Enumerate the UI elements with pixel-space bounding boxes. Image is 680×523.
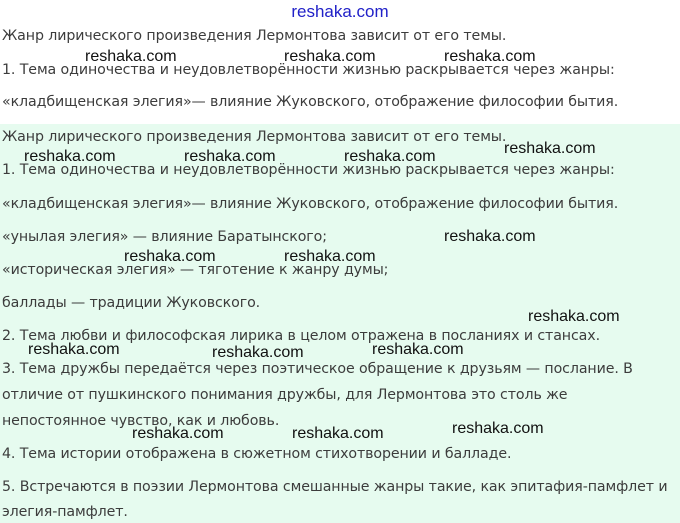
watermark: reshaka.com — [528, 308, 620, 325]
watermark: reshaka.com — [184, 148, 276, 165]
answer-line: отличие от пушкинского понимания дружбы, для Лермонтова это столь же — [2, 387, 568, 403]
watermark: reshaka.com — [124, 248, 216, 265]
question-line: 1. Тема одиночества и неудовлетворённости жизнью раскрывается через жанры: — [2, 62, 615, 78]
watermark: reshaka.com — [212, 344, 304, 361]
answer-line: баллады — традиции Жуковского. — [2, 295, 261, 311]
question-line: «кладбищенская элегия»— влияние Жуковского, отображение философии бытия. — [2, 94, 619, 110]
watermark: reshaka.com — [24, 148, 116, 165]
watermark: reshaka.com — [292, 425, 384, 442]
answer-line: «кладбищенская элегия»— влияние Жуковского, отображение философии бытия. — [2, 196, 619, 212]
answer-line: 2. Тема любви и философская лирика в целом отражена в посланиях и стансах. — [2, 328, 600, 344]
watermark: reshaka.com — [85, 48, 177, 65]
watermark: reshaka.com — [444, 228, 536, 245]
answer-line: 4. Тема истории отображена в сюжетном стихотворении и балладе. — [2, 446, 512, 462]
answer-line: непостоянное чувство, как и любовь. — [2, 413, 280, 429]
answer-line: элегия-памфлет. — [2, 504, 128, 520]
watermark: reshaka.com — [504, 140, 596, 157]
watermark: reshaka.com — [132, 425, 224, 442]
answer-line: Жанр лирического произведения Лермонтова зависит от его темы. — [2, 129, 507, 145]
answer-line: 1. Тема одиночества и неудовлетворённости жизнью раскрывается через жанры: — [2, 162, 615, 178]
watermark: reshaka.com — [344, 148, 436, 165]
watermark: reshaka.com — [372, 341, 464, 358]
answer-line: «унылая элегия» — влияние Баратынского; — [2, 229, 327, 245]
answer-line: «историческая элегия» — тяготение к жанру думы; — [2, 262, 389, 278]
watermark: reshaka.com — [28, 341, 120, 358]
site-logo[interactable]: reshaka.com — [291, 2, 389, 21]
answer-line: 5. Встречаются в поэзии Лермонтова смешанные жанры такие, как эпитафия-памфлет и — [2, 479, 668, 495]
answer-line: 3. Тема дружбы передаётся через поэтическое обращение к друзьям — послание. В — [2, 361, 633, 377]
watermark: reshaka.com — [284, 48, 376, 65]
watermark: reshaka.com — [452, 420, 544, 437]
question-line: Жанр лирического произведения Лермонтова зависит от его темы. — [2, 28, 507, 44]
watermark: reshaka.com — [284, 248, 376, 265]
watermark: reshaka.com — [444, 48, 536, 65]
